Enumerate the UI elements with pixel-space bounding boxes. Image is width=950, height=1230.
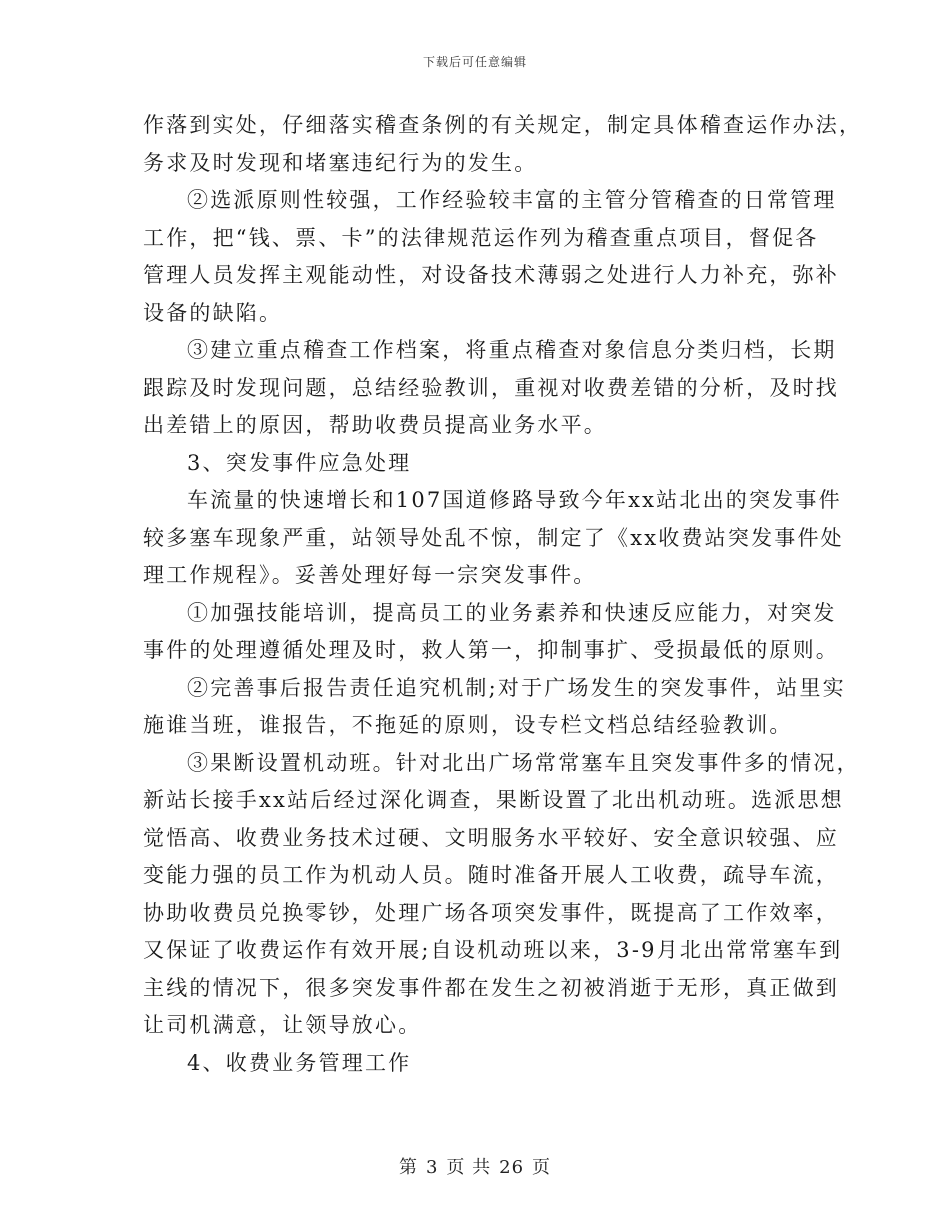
total-page-count: 26 [499,1157,525,1178]
paragraph-line: ②完善事后报告责任追究机制;对于广场发生的突发事件，站里实 [187,675,846,700]
paragraph-line: 车流量的快速增长和107国道修路导致今年xx站北出的突发事件 [187,488,842,512]
paragraph-line: 新站长接手xx站后经过深化调查，果断设置了北出机动班。选派思想 [143,788,844,812]
paragraph-line: 设备的缺陷。 [143,300,283,325]
paragraph-line: 理工作规程》。妥善处理好每一宗突发事件。 [143,563,597,587]
paragraph-line: ②选派原则性较强，工作经验较丰富的主管分管稽查的日常管理 [187,188,837,212]
section-heading: 3、突发事件应急处理 [187,450,412,475]
paragraph-line: 管理人员发挥主观能动性，对设备技术薄弱之处进行人力补充，弥补 [143,263,839,287]
paragraph-line: 又保证了收费运作有效开展;自设机动班以来，3-9月北出常常塞车到 [143,938,843,962]
paragraph-line: 协助收费员兑换零钞，处理广场各项突发事件，既提高了工作效率， [143,900,839,925]
paragraph-line: ①加强技能培训，提高员工的业务素养和快速反应能力，对突发 [187,600,837,625]
paragraph-line: 觉悟高、收费业务技术过硬、文明服务水平较好、安全意识较强、应 [143,825,839,850]
page-number-footer [0,1153,950,1179]
footer-middle: 页 共 [446,1157,492,1178]
paragraph-line: 作落到实处，仔细落实稽查条例的有关规定，制定具体稽查运作办法， [143,113,863,137]
footer-prefix: 第 [398,1157,418,1178]
header-note: 下载后可任意编辑 [422,55,527,69]
paragraph-line: 变能力强的员工作为机动人员。随时准备开展人工收费，疏导车流， [143,863,839,887]
body-text [143,107,863,1082]
paragraph-line: 让司机满意，让领导放心。 [143,1013,422,1037]
paragraph-line: 施谁当班，谁报告，不拖延的原则，设专栏文档总结经验教训。 [143,713,793,737]
paragraph-line: 主线的情况下，很多突发事件都在发生之初被消逝于无形，真正做到 [143,975,839,1000]
paragraph-line: 事件的处理遵循处理及时，救人第一，抑制事扩、受损最低的原则。 [143,638,839,662]
paragraph-line: 务求及时发现和堵塞违纪行为的发生。 [143,150,538,175]
section-heading: 4、收费业务管理工作 [187,1050,412,1075]
paragraph-line: 较多塞车现象严重，站领导处乱不惊，制定了《xx收费站突发事件处 [143,525,844,550]
paragraph-line: 跟踪及时发现问题，总结经验教训，重视对收费差错的分析，及时找 [143,375,839,400]
paragraph-line: ③果断设置机动班。针对北出广场常常塞车且突发事件多的情况， [187,750,860,775]
paragraph-line: 出差错上的原因，帮助收费员提高业务水平。 [143,413,607,437]
paragraph-line: 工作，把“钱、票、卡”的法律规范运作列为稽查重点项目，督促各 [143,225,819,250]
paragraph-line: ③建立重点稽查工作档案，将重点稽查对象信息分类归档，长期 [187,338,837,362]
footer-suffix: 页 [532,1157,552,1178]
current-page-number: 3 [425,1157,439,1178]
